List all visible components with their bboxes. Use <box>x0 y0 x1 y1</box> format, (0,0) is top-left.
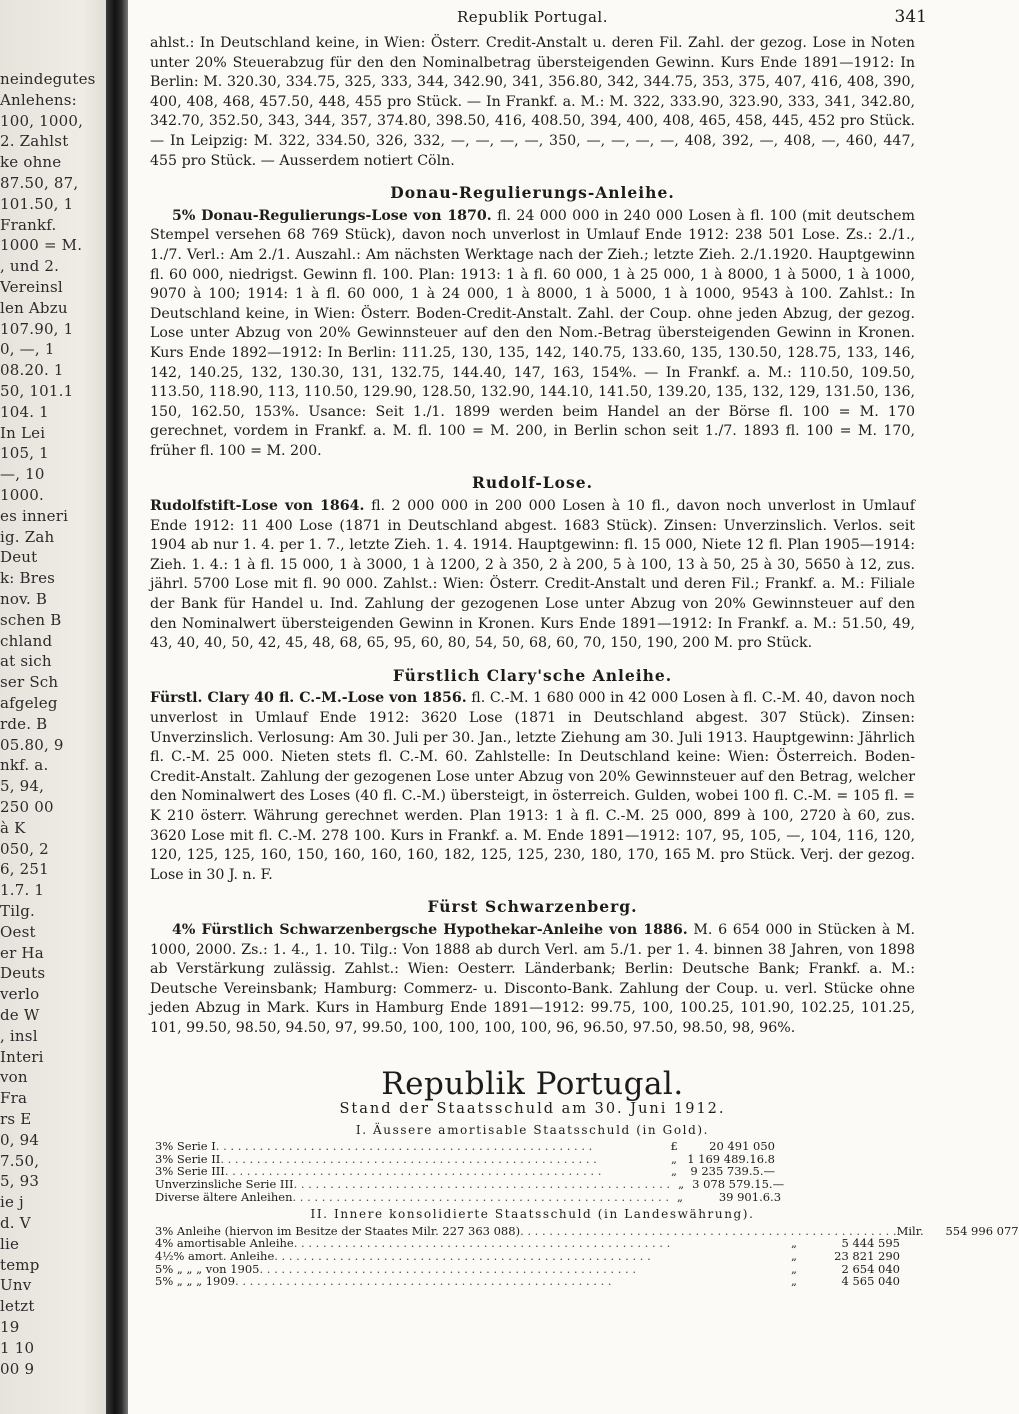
margin-fragment: temp <box>0 1255 40 1274</box>
margin-fragment: rde. B <box>0 714 48 733</box>
currency-mark: „ <box>791 1249 797 1264</box>
margin-fragment: 7.50, <box>0 1151 40 1170</box>
margin-fragment: nkf. a. <box>0 756 49 775</box>
debt-amount: 554 996 077 <box>945 1223 1019 1238</box>
currency-mark: „ <box>671 1151 677 1166</box>
section-clary <box>150 666 915 886</box>
margin-fragment: , und 2. <box>0 257 60 276</box>
margin-fragment: 101.50, 1 <box>0 194 74 213</box>
margin-fragment: In Lei <box>0 423 46 442</box>
republik-title: Republik Portugal. <box>381 1065 684 1102</box>
margin-fragment: 50, 101.1 <box>0 382 74 400</box>
section-schwarzenberg <box>150 897 915 1038</box>
section-body <box>150 689 915 885</box>
margin-fragment: 104. 1 <box>0 402 49 421</box>
running-header <box>150 7 927 34</box>
margin-fragment: letzt <box>0 1297 35 1316</box>
running-head-title: Republik Portugal. <box>457 8 608 26</box>
debt-label: 3% Serie I <box>155 1139 216 1154</box>
debt-label: 3% Anleihe (hiervon im Besitze der Staates Milr. 227 363 088) <box>155 1223 521 1238</box>
margin-fragment: 00 9 <box>0 1359 35 1378</box>
internal-debt-heading: II. Innere konsolidierte Staatsschuld (in Landeswährung). <box>310 1207 755 1222</box>
margin-fragment: at sich <box>0 652 52 671</box>
debt-label: 3% Serie II <box>155 1151 221 1166</box>
debt-label: 4½% amort. Anleihe <box>155 1249 275 1264</box>
leader-dots: . . . . . . . . . . . . . . . . . . . . . . . . . . . . . . . . . . . . . . . . . . . . . . . . . . . . <box>215 1139 593 1154</box>
section-rudolf <box>150 473 915 653</box>
margin-fragment: nov. B <box>0 590 48 608</box>
debt-row <box>155 1177 785 1192</box>
currency-mark: „ <box>791 1274 797 1289</box>
margin-fragment: 19 <box>0 1318 20 1336</box>
intro-paragraph: ahlst.: In Deutschland keine, in Wien: Österr. Credit-Anstalt u. deren Fil. Zahl. der gezog. Lose in Noten unter 20% Steuerabzug für den den Nominalbetrag übersteigenden Gewinn. Kurs Ende 1891—1912: In Berlin: M. 320.30, 334.75, 325, 333, 344, 342.90, 341, 356.80, 342, 344.75, 353, 375, 407, 416, 408, 390, 400, 408, 468, 457.50, 448, 455 pro Stück. — In Frankf. a. M.: M. 322, 333.90, 323.90, 333, 341, 342.80, 342.70, 352.50, 343, 344, 357, 374.80, 398.50, 416, 408.50, 394, 400, 408, 465, 458, 445, 452 pro Stück. — In Leipzig: M. 322, 334.50, 326, 332, —, —, —, —, 350, —, —, —, —, 408, 392, —, 408, —, 460, 447, 455 pro Stück. — Ausserdem notiert Cöln. <box>150 35 915 169</box>
debt-amount: 23 821 290 <box>834 1249 900 1264</box>
leader-dots: . . . . . . . . . . . . . . . . . . . . . . . . . . . . . . . . . . . . . . . . . . . . . . . . . . . . <box>259 1261 637 1276</box>
margin-fragment: 6, 251 <box>0 860 49 879</box>
section-lead: 5% Donau-Regulierungs-Lose von 1870. <box>172 207 492 224</box>
debt-row <box>155 1250 900 1263</box>
debt-amount: 9 235 739.5.— <box>690 1164 775 1179</box>
section-body <box>150 921 915 1039</box>
section-text: fl. 2 000 000 in 200 000 Losen à 10 fl., davon noch unverlost in Umlauf Ende 1912: 11 400 Lose (1871 in Deutschland abgest. 1683 Stück). Zinsen: Unverzinslich. Verlos. seit 1904 ab nur 1. 4. per 1. 7., letzte Zieh. 1. 4. 1914. Hauptgewinn: fl. 15 000, Niete 12 fl. Plan 1905—1914: Zieh. 1. 4.: 1 à fl. 15 000, 1 à 3000, 1 à 1200, 2 à 350, 2 à 200, 5 à 100, 13 à 50, 25 à 30, 5650 à 12, zus. jährl. 5700 Lose mit fl. 90 000. Zahlst.: Wien: Österr. Credit-Anstalt und deren Fil.; Frankf. a. M.: Filiale der Bank für Handel u. Ind. Zahlung der gezogenen Lose unter Abzug von 20% Gewinnsteuer auf den den Nominalwert übersteigenden Gewinn in Kronen. Kurs Ende 1891—1912: In Frankf. a. M.: 51.50, 49, 43, 40, 40, 50, 42, 45, 48, 68, 65, 95, 60, 80, 54, 50, 68, 60, 70, 150, 190, 200 M. pro Stück. <box>150 498 916 652</box>
margin-fragment: chland <box>0 631 53 650</box>
debt-row <box>155 1140 775 1153</box>
adjacent-page-strip <box>0 0 118 1414</box>
section-heading: Fürstlich Clary'sche Anleihe. <box>392 665 673 685</box>
margin-fragment: à K <box>0 818 26 837</box>
margin-fragment: —, 10 <box>0 465 45 484</box>
debt-amount: 39 901.6.3 <box>718 1189 782 1204</box>
currency-mark: Milr. <box>896 1223 924 1238</box>
margin-fragment: 2. Zahlst <box>0 132 69 151</box>
debt-amount: 2 654 040 <box>841 1261 900 1276</box>
margin-fragment: er Ha <box>0 943 44 962</box>
margin-fragment: k: Bres <box>0 569 56 588</box>
margin-fragment: , insl <box>0 1026 38 1045</box>
debt-row <box>155 1275 900 1288</box>
leader-dots: . . . . . . . . . . . . . . . . . . . . . . . . . . . . . . . . . . . . . . . . . . . . . . . . . . . . <box>235 1274 612 1289</box>
margin-fragment: 1000. <box>0 486 44 504</box>
margin-fragment: 100, 1000, <box>0 111 84 130</box>
leader-dots: . . . . . . . . . . . . . . . . . . . . . . . . . . . . . . . . . . . . . . . . . . . . . . . . . . . . <box>293 1177 671 1192</box>
margin-fragment: Interi <box>0 1047 44 1066</box>
currency-mark: „ <box>677 1189 683 1204</box>
currency-mark: „ <box>791 1261 797 1276</box>
debt-amount: 4 565 040 <box>841 1274 900 1289</box>
margin-fragment: Anlehens: <box>0 90 77 109</box>
margin-fragment: 05.80, 9 <box>0 735 64 754</box>
section-donau <box>150 183 915 461</box>
leader-dots: . . . . . . . . . . . . . . . . . . . . . . . . . . . . . . . . . . . . . . . . . . . . . . . . . . . . <box>220 1151 597 1166</box>
margin-fragment: es inneri <box>0 506 69 525</box>
debt-amount: 1 169 489.16.8 <box>687 1151 775 1166</box>
margin-fragment: de W <box>0 1006 40 1024</box>
document-page <box>150 7 1019 1289</box>
margin-fragment: d. V <box>0 1214 31 1232</box>
margin-fragment: 5, 94, <box>0 777 45 796</box>
external-debt-table <box>155 1139 785 1204</box>
republik-portugal-section <box>150 1065 1019 1289</box>
leader-dots: . . . . . . . . . . . . . . . . . . . . . . . . . . . . . . . . . . . . . . . . . . . . . . . . . . . . <box>520 1223 897 1238</box>
currency-mark: „ <box>671 1164 677 1179</box>
debt-label: 5% „ „ „ von 1905 <box>155 1261 260 1276</box>
margin-fragment: 5, 93 <box>0 1172 40 1191</box>
margin-fragment: afgeleg <box>0 694 58 712</box>
margin-fragment: von <box>0 1068 28 1087</box>
margin-fragment: 0, —, 1 <box>0 340 55 359</box>
margin-fragment: schen B <box>0 610 62 629</box>
margin-fragment: lie <box>0 1234 20 1253</box>
debt-label: 3% Serie III <box>155 1164 225 1179</box>
section-text: fl. 24 000 000 in 240 000 Losen à fl. 100 (mit deutschem Stempel versehen 68 769 Stück), davon noch unverlost in Umlauf Ende 1912: 238 501 Lose. Zs.: 2./1., 1./7. Verl.: Am 2./1. Auszahl.: Am nächsten Werktage nach der Zieh.; letzte Zieh. 2./1.1920. Hauptgewinn fl. 60 000, niedrigst. Gewinn fl. 100. Plan: 1913: 1 à fl. 60 000, 1 à 25 000, 1 à 8000, 1 à 5000, 1 à 1000, 9070 à 100; 1914: 1 à fl. 60 000, 1 à 24 000, 1 à 8000, 1 à 5000, 1 à 1000, 9543 à 100. Zahlst.: In Deutschland keine, in Wien: Österr. Boden-Credit-Anstalt. Zahl. der Coup. ohne jeden Abzug, der gezog. Lose unter Abzug von 20% Gewinnsteuer auf den den Nom.-Betrag übersteigenden Gewinn in Kronen. Kurs Ende 1892—1912: In Berlin: 111.25, 130, 135, 142, 140.75, 133.60, 135, 130.50, 128.75, 133, 146, 142, 140.25, 132, 130.30, 131, 132.75, 144.40, 147, 163, 154%. — In Frankf. a. M.: 110.50, 109.50, 113.50, 118.90, 113, 110.50, 129.90, 128.50, 132.90, 144.10, 141.50, 139.20, 135, 132, 129, 131.50, 136, 150, 162.50, 153%. Usance: Seit 1./1. 1899 werden beim Handel an der Börse fl. 100 = M. 170 gerechnet, vordem in Frankf. a. M. fl. 100 = M. 200, in Berlin schon seit 1./7. 1893 fl. 100 = M. 170, früher fl. 100 = M. 200. <box>150 207 915 459</box>
debt-row <box>155 1189 782 1204</box>
margin-fragment: Unv <box>0 1276 32 1295</box>
margin-fragment: ie j <box>0 1193 24 1212</box>
margin-fragment: Vereinsl <box>0 278 63 296</box>
section-lead: Fürstl. Clary 40 fl. C.-M.-Lose von 1856. <box>150 690 467 707</box>
currency-mark: „ <box>791 1236 797 1251</box>
debt-amount: 20 491 050 <box>709 1139 775 1154</box>
margin-fragment: 08.20. 1 <box>0 361 64 380</box>
internal-debt-table <box>155 1223 1019 1289</box>
margin-fragment: 87.50, 87, <box>0 174 79 192</box>
section-heading: Rudolf-Lose. <box>472 473 593 493</box>
book-spine-shadow <box>106 0 128 1414</box>
leader-dots: . . . . . . . . . . . . . . . . . . . . . . . . . . . . . . . . . . . . . . . . . . . . . . . . . . . . <box>293 1236 671 1251</box>
debt-label: Diverse ältere Anleihen <box>155 1189 293 1204</box>
margin-fragment: 050, 2 <box>0 839 49 858</box>
section-lead: 4% Fürstlich Schwarzenbergsche Hypothekar-Anleihe von 1886. <box>172 921 688 938</box>
margin-fragment: 1.7. 1 <box>0 881 45 900</box>
margin-fragment: 105, 1 <box>0 444 49 463</box>
currency-mark: „ <box>678 1177 685 1192</box>
margin-fragment: Deuts <box>0 964 46 983</box>
leader-dots: . . . . . . . . . . . . . . . . . . . . . . . . . . . . . . . . . . . . . . . . . . . . . . . . . . . . <box>224 1164 602 1179</box>
debt-label: 5% „ „ „ 1909 <box>155 1274 236 1289</box>
debt-amount: 3 078 579.15.— <box>692 1177 785 1192</box>
section-lead: Rudolfstift-Lose von 1864. <box>150 498 365 515</box>
external-debt-heading: I. Äussere amortisable Staatsschuld (in Gold). <box>355 1122 710 1137</box>
currency-mark: £ <box>670 1139 678 1154</box>
stand-line: Stand der Staatsschuld am 30. Juni 1912. <box>339 1101 726 1118</box>
margin-fragment: verlo <box>0 985 40 1004</box>
section-heading: Donau-Regulierungs-Anleihe. <box>390 183 675 203</box>
margin-fragment: 1 10 <box>0 1338 35 1357</box>
margin-fragment: Fra <box>0 1089 28 1108</box>
margin-fragment: len Abzu <box>0 298 68 317</box>
page-number: 341 <box>894 7 927 27</box>
margin-fragment: ser Sch <box>0 673 59 692</box>
leader-dots: . . . . . . . . . . . . . . . . . . . . . . . . . . . . . . . . . . . . . . . . . . . . . . . . . . . . <box>292 1189 670 1204</box>
debt-label: 4% amortisable Anleihe <box>155 1236 294 1251</box>
section-text: fl. C.-M. 1 680 000 in 42 000 Losen à fl. C.-M. 40, davon noch unverlost in Umlauf Ende 1912: 3620 Lose (1871 in Deutschland abgest. 307 Stück). Zinsen: Unverzinslich. Verlosung: Am 30. Juli per 30. Jan., letzte Ziehung am 30. Juli 1913. Hauptgewinn: Jährlich fl. C.-M. 25 000. Nieten stets fl. C.-M. 60. Zahlstelle: In Deutschland keine: Wien: Österreich. Boden-Credit-Anstalt. Zahlung der gezogenen Lose unter Abzug von 20% Gewinnsteuer auf den Betrag, welcher den Nominalwert des Loses (40 fl. C.-M.) übersteigt, in österreich. Gulden, wobei 100 fl. C.-M. = 105 fl. = K 210 österr. Währung gerechnet werden. Plan 1913: 1 à fl. C.-M. 25 000, 899 à 100, 2720 à 60, zus. 3620 Lose mit fl. C.-M. 278 100. Kurs in Frankf. a. M. Ende 1891—1912: 107, 95, 105, —, 104, 116, 120, 120, 125, 125, 160, 150, 160, 160, 160, 182, 125, 125, 230, 180, 170, 165 M. pro Stück. Verj. der gezog. Lose in 30 J. n. F. <box>150 690 915 883</box>
section-text: M. 6 654 000 in Stücken à M. 1000, 2000. Zs.: 1. 4., 1. 10. Tilg.: Von 1888 ab durch Verl. am 5./1. per 1. 4. binnen 38 Jahren, von 1898 ab Verstärkung zulässig. Zahlst.: Wien: Oesterr. Länderbank; Berlin: Deutsche Bank; Frankf. a. M.: Deutsche Vereinsbank; Hamburg: Commerz- u. Disconto-Bank. Zahlung der Coup. u. verl. Stücke ohne jeden Abzug in Mark. Kurs in Hamburg Ende 1891—1912: 99.75, 100, 100.25, 101.90, 102.25, 101.25, 101, 99.50, 98.50, 94.50, 97, 99.50, 100, 100, 100, 100, 96, 96.50, 97.50, 98.50, 98, 96%. <box>150 921 916 1036</box>
margin-fragment: 1000 = M. <box>0 236 83 255</box>
margin-fragment: 107.90, 1 <box>0 319 74 338</box>
margin-fragment: ig. Zah <box>0 527 55 546</box>
section-body <box>150 207 915 462</box>
section-body <box>150 497 915 654</box>
margin-fragment: ke ohne <box>0 153 62 172</box>
margin-fragment: Deut <box>0 548 38 567</box>
debt-label: Unverzinsliche Serie III <box>155 1177 294 1192</box>
margin-fragment: 0, 94 <box>0 1130 40 1149</box>
margin-fragment: neindegutes <box>0 70 96 88</box>
margin-fragment: Oest <box>0 922 36 941</box>
margin-fragment: 250 00 <box>0 798 54 816</box>
leader-dots: . . . . . . . . . . . . . . . . . . . . . . . . . . . . . . . . . . . . . . . . . . . . . . . . . . . . <box>274 1249 651 1264</box>
debt-amount: 5 444 595 <box>841 1236 900 1251</box>
section-heading: Fürst Schwarzenberg. <box>427 897 638 917</box>
margin-fragment: Tilg. <box>0 902 35 920</box>
margin-fragment: rs E <box>0 1110 32 1128</box>
margin-fragment: Frankf. <box>0 215 57 234</box>
